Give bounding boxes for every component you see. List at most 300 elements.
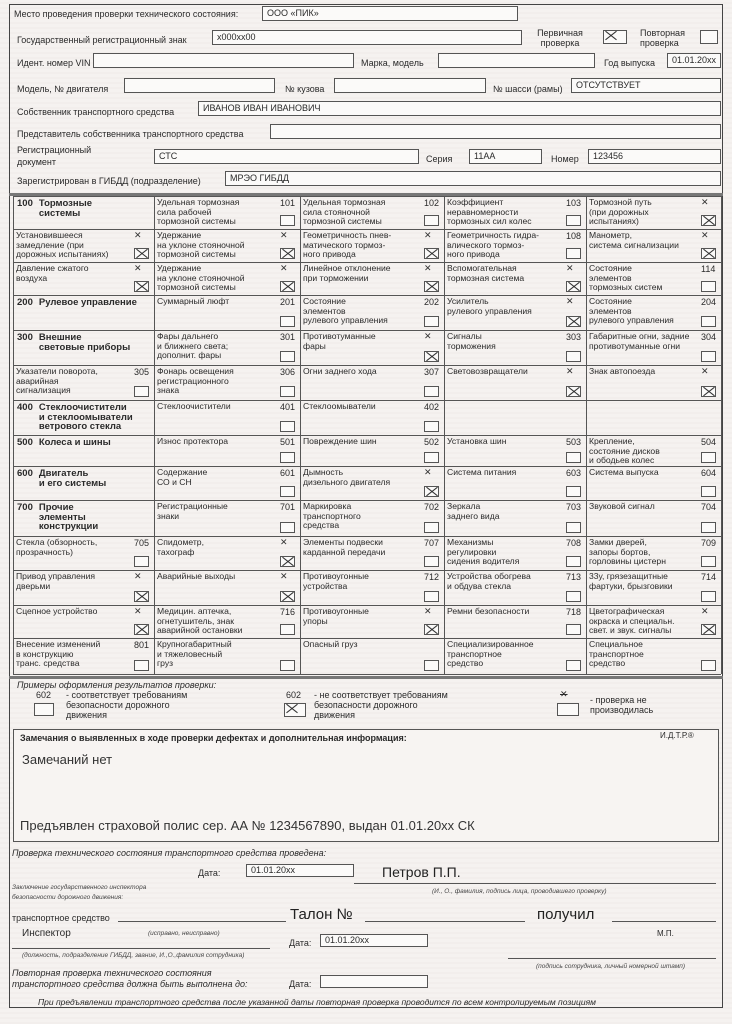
regdoc-field[interactable]: СТС bbox=[154, 149, 419, 164]
grid-cell-c100b-checkbox[interactable] bbox=[424, 215, 439, 226]
owner-field[interactable]: ИВАНОВ ИВАН ИВАНОВИЧ bbox=[198, 101, 721, 116]
grid-cell-r7c-label bbox=[303, 402, 421, 412]
grid-cell-r4e-label-line: элементов bbox=[589, 305, 632, 316]
grid-cell-r11a-label bbox=[16, 538, 131, 557]
gibdd-field[interactable]: МРЭО ГИБДД bbox=[225, 171, 721, 186]
grid-cell-r2a-label-line: замедление (при bbox=[16, 239, 84, 250]
grid-cell-r11d-label-line: сидения водителя bbox=[447, 556, 520, 566]
grid-cell-r4c-label-line: рулевого управления bbox=[303, 315, 388, 325]
grid-cell-r12a-label bbox=[16, 572, 131, 591]
grid-cell-r13b-label bbox=[157, 607, 277, 636]
grid-cell-s200-title bbox=[39, 298, 137, 308]
grid-cell-r5c-checkbox[interactable] bbox=[424, 351, 439, 362]
grid-cell-r4e-checkbox[interactable] bbox=[701, 316, 716, 327]
grid-cell-r14e-label-line: средство bbox=[589, 658, 626, 668]
grid-cell-r6b-checkbox[interactable] bbox=[280, 386, 295, 397]
grid-cell-r13e-label-line: окраска и специальн. bbox=[589, 615, 675, 626]
grid-cell-s400-label bbox=[17, 403, 152, 432]
grid-cell-r12c-label bbox=[303, 572, 421, 591]
grid-cell-r9b-label-line: Содержание bbox=[157, 467, 208, 477]
number-field[interactable]: 123456 bbox=[588, 149, 721, 164]
grid-cell-s300-title-line: световые приборы bbox=[38, 341, 131, 353]
grid-cell-c100b-label-line: Удельная тормозная bbox=[303, 197, 386, 207]
grid-cell-r3a-checkbox[interactable] bbox=[134, 281, 149, 292]
representative-field[interactable] bbox=[270, 124, 721, 139]
grid-cell-r9b-label bbox=[157, 468, 277, 487]
grid-cell-s100-number: 100 bbox=[17, 198, 33, 209]
grid-cell-s100-label bbox=[17, 199, 152, 218]
grid-cell-s100-title-line: Тормозные bbox=[38, 198, 92, 209]
grid-row-line bbox=[13, 674, 721, 675]
grid-cell-r14c-label bbox=[303, 640, 421, 650]
grid-cell-r8b-label bbox=[157, 437, 277, 447]
grid-cell-r3c-label bbox=[303, 264, 421, 283]
grid-cell-r12a-label-line: Привод управления bbox=[16, 571, 96, 581]
grid-cell-r10d-checkbox[interactable] bbox=[566, 522, 581, 533]
grid-cell-r12d-code: 713 bbox=[566, 572, 582, 582]
remarks-line-2: Предъявлен страховой полис сер. АА № 1234567890, выдан 01.01.20хх СК bbox=[20, 818, 475, 833]
grid-cell-r5d-code: 303 bbox=[566, 332, 582, 342]
grid-cell-r2c-label-line: Геометричность пнев- bbox=[303, 230, 392, 240]
grid-cell-c100a-checkbox[interactable] bbox=[280, 215, 295, 226]
grid-cell-r6d-code-crossed: ✕ bbox=[566, 366, 574, 376]
sign-line bbox=[508, 958, 716, 959]
grid-cell-r5b-label-line: Фары дальнего bbox=[157, 331, 219, 341]
grid-cell-r6d-label-line: Световозвращатели bbox=[447, 366, 528, 376]
grid-cell-c100a-label-line: сила рабочей bbox=[157, 206, 212, 217]
grid-cell-r13d-code: 718 bbox=[566, 607, 582, 617]
grid-cell-c100c-label-line: Коэффициент bbox=[447, 197, 504, 207]
grid-cell-r12c-code: 712 bbox=[424, 572, 440, 582]
grid-cell-r3d-code-crossed: ✕ bbox=[566, 263, 574, 273]
example-ok-box bbox=[34, 703, 54, 716]
number-label: Номер bbox=[551, 154, 579, 164]
grid-cell-r5e-label bbox=[589, 332, 698, 351]
grid-cell-r10d-label-line: заднего вида bbox=[447, 510, 500, 521]
grid-cell-r11e-checkbox[interactable] bbox=[701, 556, 716, 567]
grid-cell-r6c-label bbox=[303, 367, 421, 377]
grid-cell-r4d-checkbox[interactable] bbox=[566, 316, 581, 327]
vin-label: Идент. номер VIN bbox=[17, 58, 91, 68]
received-label: получил bbox=[537, 906, 595, 923]
inspector-name: Петров П.П. bbox=[382, 864, 461, 880]
grid-cell-r14d-label-line: средство bbox=[447, 658, 484, 668]
grid-cell-r13b-label-line: аварийной остановки bbox=[157, 625, 243, 635]
grid-cell-r10e-label-line: Звуковой сигнал bbox=[589, 501, 655, 511]
grid-cell-r14b-checkbox[interactable] bbox=[280, 660, 295, 671]
grid-cell-r12d-label-line: и обдува стекла bbox=[447, 580, 512, 591]
grid-cell-r12d-label bbox=[447, 572, 563, 591]
grid-cell-r4e-code: 204 bbox=[701, 297, 717, 307]
grid-cell-r2b-checkbox[interactable] bbox=[280, 248, 295, 259]
grid-cell-r11a-checkbox[interactable] bbox=[134, 556, 149, 567]
grid-cell-s400-title-line: ветрового стекла bbox=[38, 421, 122, 432]
grid-cell-r2a-code-crossed: ✕ bbox=[134, 230, 142, 240]
grid-cell-r2e-checkbox[interactable] bbox=[701, 248, 716, 259]
grid-cell-c100d-label-line: (при дорожных bbox=[589, 206, 649, 217]
body-field[interactable] bbox=[334, 78, 486, 93]
grid-cell-r6c-label-line: Огни заднего хода bbox=[303, 366, 377, 376]
date2-field[interactable]: 01.01.20хх bbox=[320, 934, 428, 947]
grid-cell-r6d-checkbox[interactable] bbox=[566, 386, 581, 397]
example-bad-text-1: - не соответствует требованиям bbox=[314, 690, 448, 700]
grid-cell-r8e-checkbox[interactable] bbox=[701, 452, 716, 463]
grid-cell-c100d-checkbox[interactable] bbox=[701, 215, 716, 226]
grid-cell-r13e-label-line: свет. и звук. сигналы bbox=[589, 625, 672, 635]
bottom-note: При предъявлении транспортного средства после указанной даты повторная проверка проводится по всем контролируемым позициям bbox=[38, 997, 596, 1007]
grid-cell-c100d-label bbox=[589, 198, 698, 227]
grid-cell-r13b-label-line: Медицин. аптечка, bbox=[157, 606, 232, 616]
grid-cell-c100a-code: 101 bbox=[280, 198, 296, 208]
date-field[interactable]: 01.01.20хх bbox=[246, 864, 354, 877]
grid-cell-r12b-label-line: Аварийные выходы bbox=[157, 571, 236, 581]
grid-cell-r13c-label bbox=[303, 607, 421, 626]
grid-cell-r9d-code: 603 bbox=[566, 468, 582, 478]
grid-cell-r8e-label bbox=[589, 437, 698, 466]
grid-cell-s400-number: 400 bbox=[17, 402, 33, 413]
grid-cell-r4b-label-line: Суммарный люфт bbox=[157, 296, 230, 306]
grid-cell-r9c-label-line: Дымность bbox=[303, 467, 344, 477]
grid-cell-r3c-label-line: при торможении bbox=[303, 272, 369, 283]
grid-cell-r6a-label-line: сигнализация bbox=[16, 385, 71, 395]
grid-cell-r10c-label-line: транспортного bbox=[303, 510, 361, 521]
grid-cell-r4d-code-crossed: ✕ bbox=[566, 296, 574, 306]
grid-cell-r10b-label bbox=[157, 502, 277, 521]
grid-cell-r12c-label-line: устройства bbox=[303, 580, 348, 591]
grid-cell-r14b-label bbox=[157, 640, 277, 669]
reg-sign-field[interactable]: х000хх00 bbox=[212, 30, 522, 45]
year-field[interactable]: 01.01.20хх bbox=[667, 53, 721, 68]
series-field[interactable]: 11АА bbox=[469, 149, 542, 164]
grid-cell-r3b-label bbox=[157, 264, 277, 293]
grid-cell-r8c-checkbox[interactable] bbox=[424, 452, 439, 463]
grid-cell-r12e-label bbox=[589, 572, 698, 591]
grid-cell-r4e-label-line: рулевого управления bbox=[589, 315, 674, 325]
grid-cell-r14a-label bbox=[16, 640, 131, 669]
grid-cell-r9c-code-crossed: ✕ bbox=[424, 467, 432, 477]
grid-cell-r5e-checkbox[interactable] bbox=[701, 351, 716, 362]
grid-cell-s200-label bbox=[17, 298, 152, 308]
grid-cell-r4c-label-line: Состояние bbox=[303, 296, 346, 306]
grid-cell-r9d-checkbox[interactable] bbox=[566, 486, 581, 497]
remarks-title: Замечания о выявленных в ходе проверки дефектах и дополнительная информация: bbox=[20, 733, 407, 743]
regdoc-label-1: Регистрационный bbox=[17, 145, 92, 155]
grid-cell-r3b-label-line: на уклоне стояночной bbox=[157, 272, 245, 283]
grid-cell-s200-title-line: Рулевое управление bbox=[38, 297, 137, 308]
grid-cell-r9b-checkbox[interactable] bbox=[280, 486, 295, 497]
grid-cell-c100b-code: 102 bbox=[424, 198, 440, 208]
example-ok-code: 602 bbox=[36, 690, 52, 700]
grid-cell-r13a-code-crossed: ✕ bbox=[134, 606, 142, 616]
grid-cell-s600-number: 600 bbox=[17, 468, 33, 479]
grid-cell-s700-label bbox=[17, 503, 152, 532]
date-label: Дата: bbox=[198, 868, 221, 878]
grid-cell-r8e-label-line: и ободьев колес bbox=[589, 455, 655, 465]
grid-cell-r4d-label bbox=[447, 297, 563, 316]
make-field[interactable] bbox=[438, 53, 595, 68]
grid-cell-r6d-label bbox=[447, 367, 563, 377]
grid-cell-r7b-checkbox[interactable] bbox=[280, 421, 295, 432]
grid-cell-r11c-code: 707 bbox=[424, 538, 440, 548]
inspector-label: Инспектор bbox=[22, 928, 71, 939]
grid-cell-r9e-code: 604 bbox=[701, 468, 717, 478]
grid-cell-r2c-label-line: ного привода bbox=[303, 249, 356, 259]
grid-cell-r5c-label bbox=[303, 332, 421, 351]
grid-cell-r2d-checkbox[interactable] bbox=[566, 248, 581, 259]
grid-cell-c100a-label-line: Удельная тормозная bbox=[157, 197, 240, 207]
grid-cell-r8d-code: 503 bbox=[566, 437, 582, 447]
grid-cell-r14a-checkbox[interactable] bbox=[134, 660, 149, 671]
chassis-field[interactable]: ОТСУТСТВУЕТ bbox=[571, 78, 721, 93]
grid-cell-r5b-label bbox=[157, 332, 277, 361]
grid-cell-r10c-code: 702 bbox=[424, 502, 440, 512]
grid-cell-s400-title-line: и стеклоомыватели bbox=[38, 411, 133, 423]
vin-field[interactable] bbox=[93, 53, 354, 68]
series-label: Серия bbox=[426, 154, 453, 164]
grid-cell-c100b-label bbox=[303, 198, 421, 227]
grid-cell-r6a-code: 305 bbox=[134, 367, 150, 377]
grid-cell-r11e-label-line: Замки дверей, bbox=[589, 537, 647, 547]
example-ok-text-3: движения bbox=[66, 710, 107, 720]
grid-cell-r13d-label-line: Ремни безопасности bbox=[447, 606, 530, 616]
grid-cell-r11e-label-line: запоры бортов, bbox=[589, 546, 651, 557]
grid-cell-r8b-checkbox[interactable] bbox=[280, 452, 295, 463]
grid-cell-r14d-label-line: транспортное bbox=[447, 648, 502, 659]
grid-cell-r2d-label-line: влического тормоз- bbox=[447, 239, 525, 250]
grid-cell-c100c-checkbox[interactable] bbox=[566, 215, 581, 226]
grid-cell-r14a-label-line: Внесение изменений bbox=[16, 639, 101, 649]
grid-cell-r8b-code: 501 bbox=[280, 437, 296, 447]
example-bad-box bbox=[284, 703, 306, 717]
grid-cell-s500-number: 500 bbox=[17, 437, 33, 448]
grid-cell-r10d-label bbox=[447, 502, 563, 521]
grid-cell-r7c-checkbox[interactable] bbox=[424, 421, 439, 432]
primary-check-label: Первичная проверка bbox=[537, 28, 583, 48]
grid-cell-r3b-label-line: Удержание bbox=[157, 263, 202, 273]
example-bad-text-3: движения bbox=[314, 710, 355, 720]
grid-cell-r3c-checkbox[interactable] bbox=[424, 281, 439, 292]
regdoc-label-2: документ bbox=[17, 157, 56, 167]
remarks-brand: И.Д.Т.Р.® bbox=[660, 731, 694, 740]
grid-cell-r3b-checkbox[interactable] bbox=[280, 281, 295, 292]
grid-cell-r3e-label-line: элементов bbox=[589, 272, 632, 283]
grid-cell-r13c-label-line: упоры bbox=[303, 615, 328, 626]
grid-cell-r6e-label bbox=[589, 367, 698, 377]
owner-label: Собственник транспортного средства bbox=[17, 107, 175, 117]
grid-cell-r12a-checkbox[interactable] bbox=[134, 591, 149, 602]
grid-cell-r9c-label bbox=[303, 468, 421, 487]
grid-cell-r2e-label-line: Манометр, bbox=[589, 230, 633, 240]
grid-cell-c100a-label-line: тормозной системы bbox=[157, 216, 236, 226]
grid-cell-r10e-code: 704 bbox=[701, 502, 717, 512]
grid-cell-r14c-label-line: Опасный груз bbox=[303, 639, 358, 649]
grid-cell-r12a-code-crossed: ✕ bbox=[134, 571, 142, 581]
grid-cell-r10e-checkbox[interactable] bbox=[701, 522, 716, 533]
fixed-note: (исправно, неисправно) bbox=[148, 930, 220, 937]
vehicle-line bbox=[118, 921, 286, 922]
grid-cell-r11c-checkbox[interactable] bbox=[424, 556, 439, 567]
grid-cell-r3e-checkbox[interactable] bbox=[701, 281, 716, 292]
grid-cell-r11c-label-line: карданной передачи bbox=[303, 546, 386, 557]
repeat-label-2: транспортного средства должна быть выполнена до: bbox=[12, 979, 248, 989]
grid-cell-r12b-checkbox[interactable] bbox=[280, 591, 295, 602]
grid-cell-c100b-label-line: тормозной системы bbox=[303, 216, 382, 226]
grid-cell-r6e-checkbox[interactable] bbox=[701, 386, 716, 397]
grid-cell-c100d-label-line: Тормозной путь bbox=[589, 197, 652, 207]
grid-cell-r12e-code: 714 bbox=[701, 572, 717, 582]
talon-label: Талон № bbox=[290, 906, 353, 923]
position-line bbox=[12, 948, 270, 949]
grid-cell-r2c-checkbox[interactable] bbox=[424, 248, 439, 259]
grid-cell-s300-title-line: Внешние bbox=[38, 332, 82, 343]
grid-cell-r2a-checkbox[interactable] bbox=[134, 248, 149, 259]
grid-cell-r10c-label bbox=[303, 502, 421, 531]
example-na-text-2: производилась bbox=[590, 705, 654, 715]
example-na-box bbox=[557, 703, 579, 716]
grid-cell-c100d-label-line: испытаниях) bbox=[589, 216, 639, 226]
repeat-check-box[interactable] bbox=[700, 30, 718, 44]
grid-cell-r8e-label-line: состояние дисков bbox=[589, 445, 660, 456]
date2-label: Дата: bbox=[289, 938, 312, 948]
grid-cell-r2b-code-crossed: ✕ bbox=[280, 230, 288, 240]
grid-cell-r9c-checkbox[interactable] bbox=[424, 486, 439, 497]
grid-cell-s500-title bbox=[39, 438, 111, 448]
sign-note: (подпись сотрудника, личный номерной штамп) bbox=[536, 963, 686, 970]
grid-cell-s600-label bbox=[17, 469, 152, 488]
grid-cell-r10b-checkbox[interactable] bbox=[280, 522, 295, 533]
grid-cell-r2d-label-line: ного привода bbox=[447, 249, 500, 259]
grid-cell-r10e-label bbox=[589, 502, 698, 512]
grid-cell-r4c-label-line: элементов bbox=[303, 305, 346, 316]
grid-cell-r11a-label-line: прозрачность) bbox=[16, 546, 74, 557]
grid-cell-r10c-label-line: Маркировка bbox=[303, 501, 352, 511]
example-bad-text-2: безопасности дорожного bbox=[314, 700, 418, 710]
grid-cell-r5e-label-line: Габаритные огни, задние bbox=[589, 331, 690, 341]
grid-cell-r7c-code: 402 bbox=[424, 402, 440, 412]
grid-cell-r8d-checkbox[interactable] bbox=[566, 452, 581, 463]
grid-cell-r11d-checkbox[interactable] bbox=[566, 556, 581, 567]
place-field[interactable]: ООО «ПИК» bbox=[262, 6, 518, 21]
grid-cell-r13b-checkbox[interactable] bbox=[280, 624, 295, 635]
grid-cell-r4b-checkbox[interactable] bbox=[280, 316, 295, 327]
grid-bottom-divider bbox=[9, 676, 723, 679]
grid-cell-r9e-label-line: Система выпуска bbox=[589, 467, 659, 477]
grid-cell-r14a-code: 801 bbox=[134, 640, 150, 650]
grid-cell-r9d-label bbox=[447, 468, 563, 478]
grid-cell-s700-title bbox=[39, 503, 98, 532]
grid-cell-r13e-checkbox[interactable] bbox=[701, 624, 716, 635]
grid-cell-r3d-label-line: тормозная система bbox=[447, 272, 525, 283]
grid-cell-r3c-label-line: Линейное отклонение bbox=[303, 263, 391, 273]
grid-cell-r11b-checkbox[interactable] bbox=[280, 556, 295, 567]
grid-cell-r13a-checkbox[interactable] bbox=[134, 624, 149, 635]
grid-cell-r8c-label bbox=[303, 437, 421, 447]
grid-cell-c100c-label bbox=[447, 198, 563, 227]
grid-cell-r6c-checkbox[interactable] bbox=[424, 386, 439, 397]
grid-cell-r11e-code: 709 bbox=[701, 538, 717, 548]
grid-cell-r13d-checkbox[interactable] bbox=[566, 624, 581, 635]
grid-cell-r3e-label-line: Состояние bbox=[589, 263, 632, 273]
grid-cell-r10b-code: 701 bbox=[280, 502, 296, 512]
grid-cell-r11b-label-line: тахограф bbox=[157, 546, 195, 557]
grid-cell-r13e-label-line: Цветографическая bbox=[589, 606, 665, 616]
grid-cell-r12d-checkbox[interactable] bbox=[566, 591, 581, 602]
grid-col-line bbox=[721, 196, 722, 674]
grid-cell-r6a-checkbox[interactable] bbox=[134, 386, 149, 397]
grid-cell-r10c-checkbox[interactable] bbox=[424, 522, 439, 533]
grid-cell-s700-title-line: Прочие bbox=[38, 502, 74, 513]
grid-cell-r13b-code: 716 bbox=[280, 607, 296, 617]
grid-cell-r9c-label-line: дизельного двигателя bbox=[303, 476, 391, 487]
talon-line bbox=[365, 921, 525, 922]
conducted-label: Проверка технического состояния транспортного средства проведена: bbox=[12, 848, 327, 858]
conclusion-label-1: Заключение государственного инспектора bbox=[12, 884, 147, 891]
grid-cell-r4c-checkbox[interactable] bbox=[424, 316, 439, 327]
grid-cell-s600-title-line: Двигатель bbox=[38, 468, 89, 479]
grid-cell-r2d-label bbox=[447, 231, 563, 260]
grid-cell-r5d-checkbox[interactable] bbox=[566, 351, 581, 362]
grid-cell-r13c-label-line: Противоугонные bbox=[303, 606, 369, 616]
grid-cell-s600-title bbox=[39, 469, 106, 488]
engine-label: Модель, № двигателя bbox=[17, 84, 109, 94]
grid-cell-s400-title bbox=[39, 403, 133, 432]
grid-cell-r5b-label-line: и ближнего света; bbox=[157, 340, 229, 351]
primary-check-box[interactable] bbox=[603, 30, 627, 44]
grid-cell-r8d-label bbox=[447, 437, 563, 447]
engine-field[interactable] bbox=[124, 78, 275, 93]
grid-cell-s500-title-line: Колеса и шины bbox=[38, 437, 111, 448]
grid-cell-r11d-label bbox=[447, 538, 563, 567]
grid-cell-r3b-label-line: тормозной системы bbox=[157, 282, 236, 292]
grid-cell-r4d-label-line: рулевого управления bbox=[447, 305, 532, 316]
grid-cell-r14c-checkbox[interactable] bbox=[424, 660, 439, 671]
grid-cell-r4c-label bbox=[303, 297, 421, 326]
grid-cell-r7b-code: 401 bbox=[280, 402, 296, 412]
grid-cell-r3d-checkbox[interactable] bbox=[566, 281, 581, 292]
grid-cell-s300-number: 300 bbox=[17, 332, 33, 343]
grid-cell-r14e-checkbox[interactable] bbox=[701, 660, 716, 671]
grid-cell-r5d-label-line: торможения bbox=[447, 340, 496, 351]
grid-cell-r9e-checkbox[interactable] bbox=[701, 486, 716, 497]
grid-cell-s700-title-line: конструкции bbox=[38, 521, 99, 532]
grid-cell-r6e-label-line: Знак автопоезда bbox=[589, 366, 656, 376]
grid-cell-r3d-label-line: Вспомогательная bbox=[447, 263, 517, 273]
grid-cell-r8c-label-line: Повреждение шин bbox=[303, 436, 377, 446]
grid-cell-r5b-checkbox[interactable] bbox=[280, 351, 295, 362]
grid-cell-r6e-code-crossed: ✕ bbox=[701, 366, 709, 376]
grid-cell-r10b-label-line: Регистрационные bbox=[157, 501, 228, 511]
grid-cell-r12e-label-line: 33у, грязезащитные bbox=[589, 571, 668, 581]
grid-cell-r12b-label bbox=[157, 572, 277, 582]
grid-cell-r5c-label-line: фары bbox=[303, 340, 326, 351]
grid-cell-r13c-checkbox[interactable] bbox=[424, 624, 439, 635]
grid-cell-c100b-label-line: сила стояночной bbox=[303, 206, 370, 217]
grid-cell-r2b-label-line: на уклоне стояночной bbox=[157, 239, 245, 250]
grid-cell-r6b-label-line: Фонарь освещения bbox=[157, 366, 234, 376]
grid-cell-r6c-code: 307 bbox=[424, 367, 440, 377]
date3-field[interactable] bbox=[320, 975, 428, 988]
grid-cell-r14d-checkbox[interactable] bbox=[566, 660, 581, 671]
grid-cell-r12c-checkbox[interactable] bbox=[424, 591, 439, 602]
grid-cell-r5d-label bbox=[447, 332, 563, 351]
grid-cell-r12c-label-line: Противоугонные bbox=[303, 571, 369, 581]
vehicle-label: транспортное средство bbox=[12, 913, 110, 923]
grid-cell-r5e-code: 304 bbox=[701, 332, 717, 342]
grid-cell-r12d-label-line: Устройства обогрева bbox=[447, 571, 531, 581]
grid-cell-r13e-code-crossed: ✕ bbox=[701, 606, 709, 616]
grid-cell-r12e-checkbox[interactable] bbox=[701, 591, 716, 602]
chassis-label: № шасси (рамы) bbox=[493, 84, 563, 94]
